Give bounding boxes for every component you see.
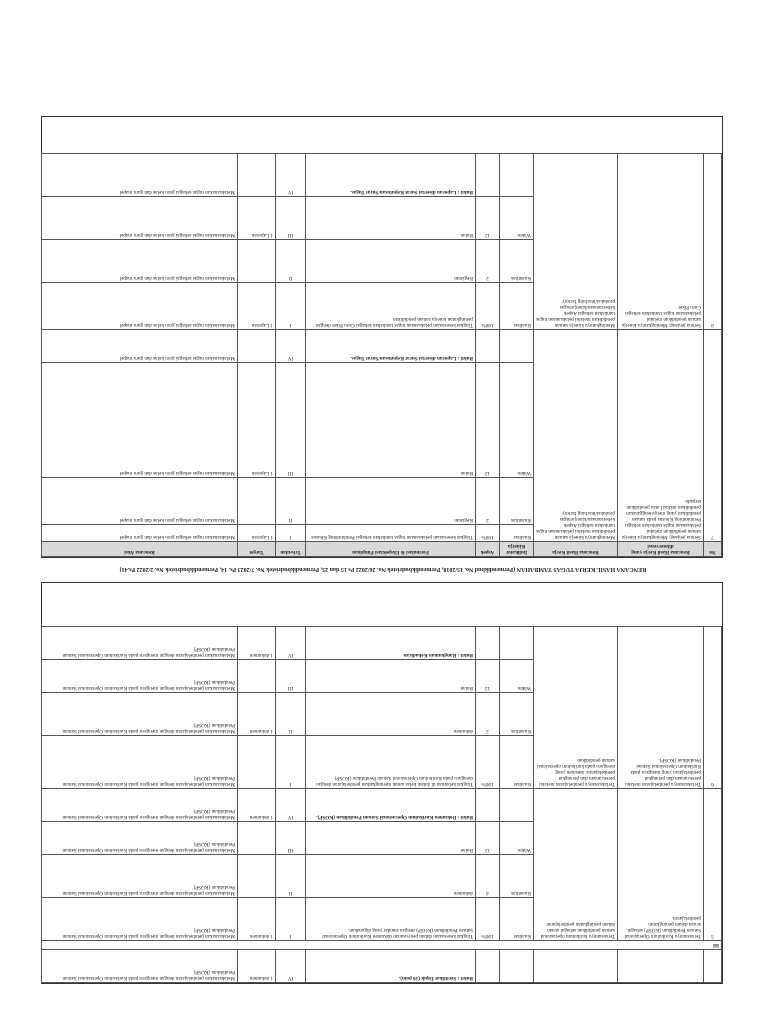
target-cell: 1 dokumen [238,627,276,660]
quarter-cell: IV [276,154,306,197]
target-cell: 1 Laporan [238,197,276,240]
empty-cell [618,950,704,983]
formula-cell: Tingkat kesesuaian dalam penyusunan dokumen Kurikulum Operasional Satuan Pendidikan (KOSP) dengan standar yang digunakan. [306,898,476,941]
table-row [42,736,722,789]
value-cell: 100% [476,283,500,330]
row-number: 7 [704,330,722,542]
quarter-cell: I [276,283,306,330]
value-cell: 2 [476,693,500,736]
header-cell: Rencana Hasil Kerja yang diintervensi [618,542,704,557]
header-cell: No [704,542,722,557]
formula-cell: Kegiatan [306,478,476,525]
quarter-cell: II [276,693,306,736]
action-plan-cell: Melaksanakan pembelajaran dengan mengacu pada Kurikulum Operasional Satuan Pendidikan (KOSP) [42,822,238,855]
value-cell: 100% [476,898,500,941]
quarter-cell: IV [276,950,306,983]
quarter-cell: I [276,525,306,542]
target-cell [238,822,276,855]
row-number: 6 [704,627,722,789]
formula-cell: Bukti : Sertifikat Topik (16 poin). [306,950,476,983]
action-plan-cell: Melaksanakan tugas sebagai guru kelas dan guru mapel [42,154,238,197]
value-cell: 100% [476,736,500,789]
target-cell: 1 dokumen [238,789,276,822]
tugas-tambahan-table [41,116,723,558]
quarter-cell: III [276,197,306,240]
row-number: 8 [704,154,722,330]
aspect-cell: Kualitas [500,736,534,789]
aspect-cell [500,154,534,197]
action-plan-cell: Melaksanakan pembelajaran dengan mengacu pada Kurikulum Operasional Satuan Pendidikan (KOSP) [42,950,238,983]
quarter-cell: I [276,736,306,789]
table-row [42,898,722,941]
action-plan-cell: Melaksanakan tugas sebagai guru kelas dan guru mapel [42,197,238,240]
kurikulum-table [41,582,723,984]
aspect-cell: Kuantitas [500,240,534,283]
table-caption: RENCANA HASIL KERJA TUGAS TAMBAHAN (Permendikbud No. 15/2018, Permendikbudristek No. 26/2022 Ps 15 dan 25, Permendikbudristek No. 7/2023 Ps. 14, Permendikbudristek No. 2/2022 Ps.41) [119,566,647,572]
formula-cell: Bulan [306,197,476,240]
formula-cell: Bukti : Rangkuman Kehadiran [306,627,476,660]
formula-cell: dokumen [306,693,476,736]
target-cell [238,478,276,525]
action-plan-cell: Melaksanakan tugas sebagai guru kelas dan guru mapel [42,330,238,363]
header-cell: Aspek [476,542,500,557]
formula-cell: Tingkat kesesuaian pelaksanaan tugas tambahan sebagai Pembimbing Khusus [306,525,476,542]
target-cell: 1 dokumen [238,950,276,983]
aspect-cell: Waktu [500,660,534,693]
value-cell: 12 [476,660,500,693]
quarter-cell: III [276,363,306,478]
intervened-rhk: Terlaksananya pembelajaran melalui perencanaan dan perangkat pembelajaran yang mengacu pada Kurikulum Operasional Satuan Pendidikan (KOSP). [618,627,704,789]
value-cell [476,330,500,363]
lower-table [41,626,722,983]
formula-cell: dokumen [306,855,476,898]
formula-cell: Bulan [306,822,476,855]
formula-cell: Tingkat kebaruan di dalam kelas untuk meningkatkan pembelajaran dengan mengacu pada Kurikulum Operasional Satuan Pendidikan (KOSP) [306,736,476,789]
target-cell [238,660,276,693]
table-row [42,525,722,542]
action-plan-cell: Melaksanakan pembelajaran dengan mengacu pada Kurikulum Operasional Satuan Pendidikan (KOSP) [42,693,238,736]
target-cell [238,330,276,363]
value-cell: 2 [476,240,500,283]
value-cell: 12 [476,197,500,240]
value-cell: 2 [476,478,500,525]
rhk-text: Meningkatnya kinerja satuan pendidikan melalui pelaksanaan tugas tambahan sebagai Aspek kebersamaan/kinerja/tugas produksi/teaching factory [534,330,618,542]
quarter-cell: IV [276,330,306,363]
formula-cell: Bukti : Dokumen Kurikulum Operasional Satuan Pendidikan (KOSP). [306,789,476,822]
table-header-row [42,542,722,557]
aspect-cell [500,330,534,363]
target-cell [238,736,276,789]
action-plan-cell: Melaksanakan pembelajaran dengan mengacu pada Kurikulum Operasional Satuan Pendidikan (KOSP) [42,855,238,898]
action-plan-cell: Melaksanakan tugas sebagai guru kelas dan guru mapel [42,525,238,542]
upper-table [41,153,722,557]
empty-cell [500,950,534,983]
aspect-cell: Kualitas [500,283,534,330]
table-row [42,283,722,330]
action-plan-cell: Melaksanakan pembelajaran dengan mengacu pada Kurikulum Operasional Satuan Pendidikan (KOSP) [42,736,238,789]
aspect-cell: Waktu [500,197,534,240]
quarter-cell: II [276,855,306,898]
header-cell: Rencana Aksi [42,542,238,557]
empty-cell [476,950,500,983]
intervened-rhk: Tersusunnya Kurikulum Operasional Satuan Pendidikan (KOSP) sebagai acuan dalam peningkatan pembelajaran. [618,789,704,941]
value-cell: 12 [476,363,500,478]
action-plan-cell: Melaksanakan tugas sebagai guru kelas dan guru mapel [42,478,238,525]
value-cell: 100% [476,525,500,542]
table-row [42,950,722,983]
quarter-cell: II [276,240,306,283]
rhk-text: Tersusunnya kurikulum operasional satuan pendidikan sebagai acuan dalam peningkatan pembelajaran [534,789,618,941]
action-plan-cell: Melaksanakan tugas sebagai guru kelas dan guru mapel [42,363,238,478]
aspect-cell [500,627,534,660]
rhk-text: Meningkatnya kinerja satuan pendidikan melalui pelaksanaan tugas tambahan sebagai Aspek kebersamaan/kinerja/tugas produksi/teaching factory [534,154,618,330]
aspect-cell: Kuantitas [500,855,534,898]
quarter-cell: III [276,822,306,855]
aspect-cell: Waktu [500,822,534,855]
row-number: 5 [704,789,722,941]
section-row [42,941,722,950]
action-plan-cell: Melaksanakan tugas sebagai guru kelas dan guru mapel [42,283,238,330]
section-number: III [42,941,722,950]
empty-cell [704,950,722,983]
formula-cell: Bukti : Laporan disertai Surat Keputusan/Surat Tugas. [306,154,476,197]
quarter-cell: I [276,898,306,941]
intervened-rhk: Semua jenjang: Meningkatnya kinerja satuan pendidikan melalui pelaksanaan tugas tambahan sebagai Guru Piket [618,154,704,330]
formula-cell: Kegiatan [306,240,476,283]
quarter-cell: II [276,478,306,525]
aspect-cell: Kualitas [500,525,534,542]
value-cell [476,154,500,197]
action-plan-cell: Melaksanakan pembelajaran dengan mengacu pada Kurikulum Operasional Satuan Pendidikan (KOSP) [42,789,238,822]
aspect-cell: Waktu [500,363,534,478]
action-plan-cell: Melaksanakan pembelajaran dengan mengacu pada Kurikulum Operasional Satuan Pendidikan (KOSP) [42,898,238,941]
target-cell: 1 dokumen [238,898,276,941]
header-cell: Indikator Kinerja [500,542,534,557]
header-cell: Target [238,542,276,557]
formula-cell: Bulan [306,660,476,693]
target-cell [238,240,276,283]
formula-cell: Bulan [306,363,476,478]
value-cell: 12 [476,822,500,855]
action-plan-cell: Melaksanakan tugas sebagai guru kelas dan guru mapel [42,240,238,283]
target-cell [238,154,276,197]
aspect-cell: Kuantitas [500,478,534,525]
rhk-text: Terlaksananya pembelajaran melalui perencanaan dan perangkat pembelajaran/ asesmen yang mengacu pada kurikulum operasional satuan pendidikan [534,627,618,789]
target-cell [238,855,276,898]
action-plan-cell: Melaksanakan pembelajaran dengan mengacu pada Kurikulum Operasional Satuan Pendidikan (KOSP) [42,660,238,693]
formula-cell: Bukti : Laporan disertai Surat Keputusan/Surat Tugas. [306,330,476,363]
aspect-cell [500,789,534,822]
empty-cell [534,950,618,983]
quarter-cell: III [276,660,306,693]
aspect-cell: Kualitas [500,898,534,941]
quarter-cell: IV [276,789,306,822]
quarter-cell: IV [276,627,306,660]
target-cell: 1 Laporan [238,525,276,542]
value-cell [476,627,500,660]
value-cell: 4 [476,855,500,898]
header-cell: Formulasi & Ekspektasi Pimpinan [306,542,476,557]
value-cell [476,789,500,822]
target-cell: 1 Laporan [238,283,276,330]
action-plan-cell: Melaksanakan pembelajaran dengan mengacu pada Kurikulum Operasional Satuan Pendidikan (KOSP) [42,627,238,660]
intervened-rhk: Semua jenjang: Meningkatnya kinerja satuan pendidikan melalui pelaksanaan tugas tambahan sebagai Pembimbing Khusus pada satuan pendidikan yang menyelenggarakan pendidikan inklusif atau pendidikan terpadu [618,330,704,542]
aspect-cell: Kuantitas [500,693,534,736]
formula-cell: Tingkat kesesuaian pelaksanaan tugas tambahan sebagai Guru Piket dengan peningkatan kinerja satuan pendidikan [306,283,476,330]
target-cell: 1 dokumen [238,693,276,736]
header-cell: Triwulan [276,542,306,557]
header-cell: Rencana Hasil Kerja [534,542,618,557]
target-cell: 1 Laporan [238,363,276,478]
